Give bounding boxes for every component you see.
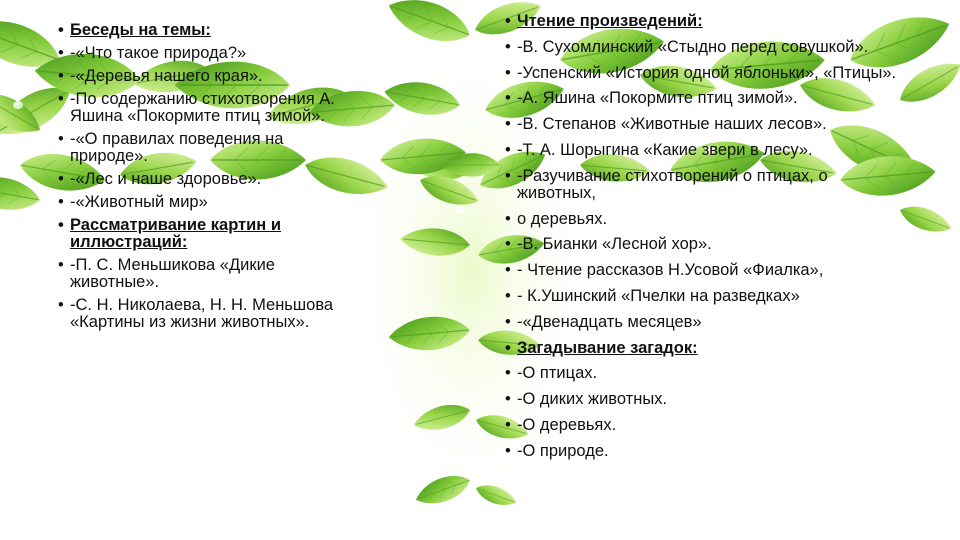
left-list-item: • -П. С. Меньшикова «Дикие животные». <box>58 257 358 291</box>
right-list-item: • -О диких животных. <box>505 391 905 408</box>
right-list-item: • -О природе. <box>505 443 905 460</box>
right-list-item: • -В. Степанов «Животные наших лесов». <box>505 116 905 133</box>
left-heading-pictures: • Рассматривание картин и иллюстраций: <box>58 217 358 251</box>
right-list-item: • -В. Бианки «Лесной хор». <box>505 236 905 253</box>
right-list-item: • - К.Ушинский «Пчелки на разведках» <box>505 288 905 305</box>
right-list-item: • -«Двенадцать месяцев» <box>505 314 905 331</box>
right-list-item: • -В. Сухомлинский «Стыдно перед совушкой». <box>505 39 905 56</box>
right-list-item: • -Успенский «История одной яблоньки», «Птицы». <box>505 65 905 82</box>
left-list-item: • -По содержанию стихотворения А. Яшина «Покормите птиц зимой». <box>58 91 358 125</box>
right-column-list <box>505 13 905 469</box>
left-list-item: • -«Животный мир» <box>58 194 358 211</box>
right-list-item: • о деревьях. <box>505 211 905 228</box>
right-list-item: • -О деревьях. <box>505 417 905 434</box>
left-list-item: • -«Лес и наше здоровье». <box>58 171 358 188</box>
right-list-item: • -О птицах. <box>505 365 905 382</box>
left-list-item: • -«Деревья нашего края». <box>58 68 358 85</box>
right-heading-riddles: • Загадывание загадок: <box>505 340 905 357</box>
left-list-item: • -«О правилах поведения на природе». <box>58 131 358 165</box>
left-list-item: • -«Что такое природа?» <box>58 45 358 62</box>
right-list-item: • -Т. А. Шорыгина «Какие звери в лесу». <box>505 142 905 159</box>
right-list-item: • -Разучивание стихотворений о птицах, о животных, <box>505 168 905 202</box>
right-heading-reading: • Чтение произведений: <box>505 13 905 30</box>
right-list-item: • -А. Яшина «Покормите птиц зимой». <box>505 90 905 107</box>
left-column-list <box>58 22 358 337</box>
left-list-item: • -С. Н. Николаева, Н. Н. Меньшова «Картины из жизни животных». <box>58 297 358 331</box>
left-heading-conversations: • Беседы на темы: <box>58 22 358 39</box>
right-list-item: • - Чтение рассказов Н.Усовой «Фиалка», <box>505 262 905 279</box>
